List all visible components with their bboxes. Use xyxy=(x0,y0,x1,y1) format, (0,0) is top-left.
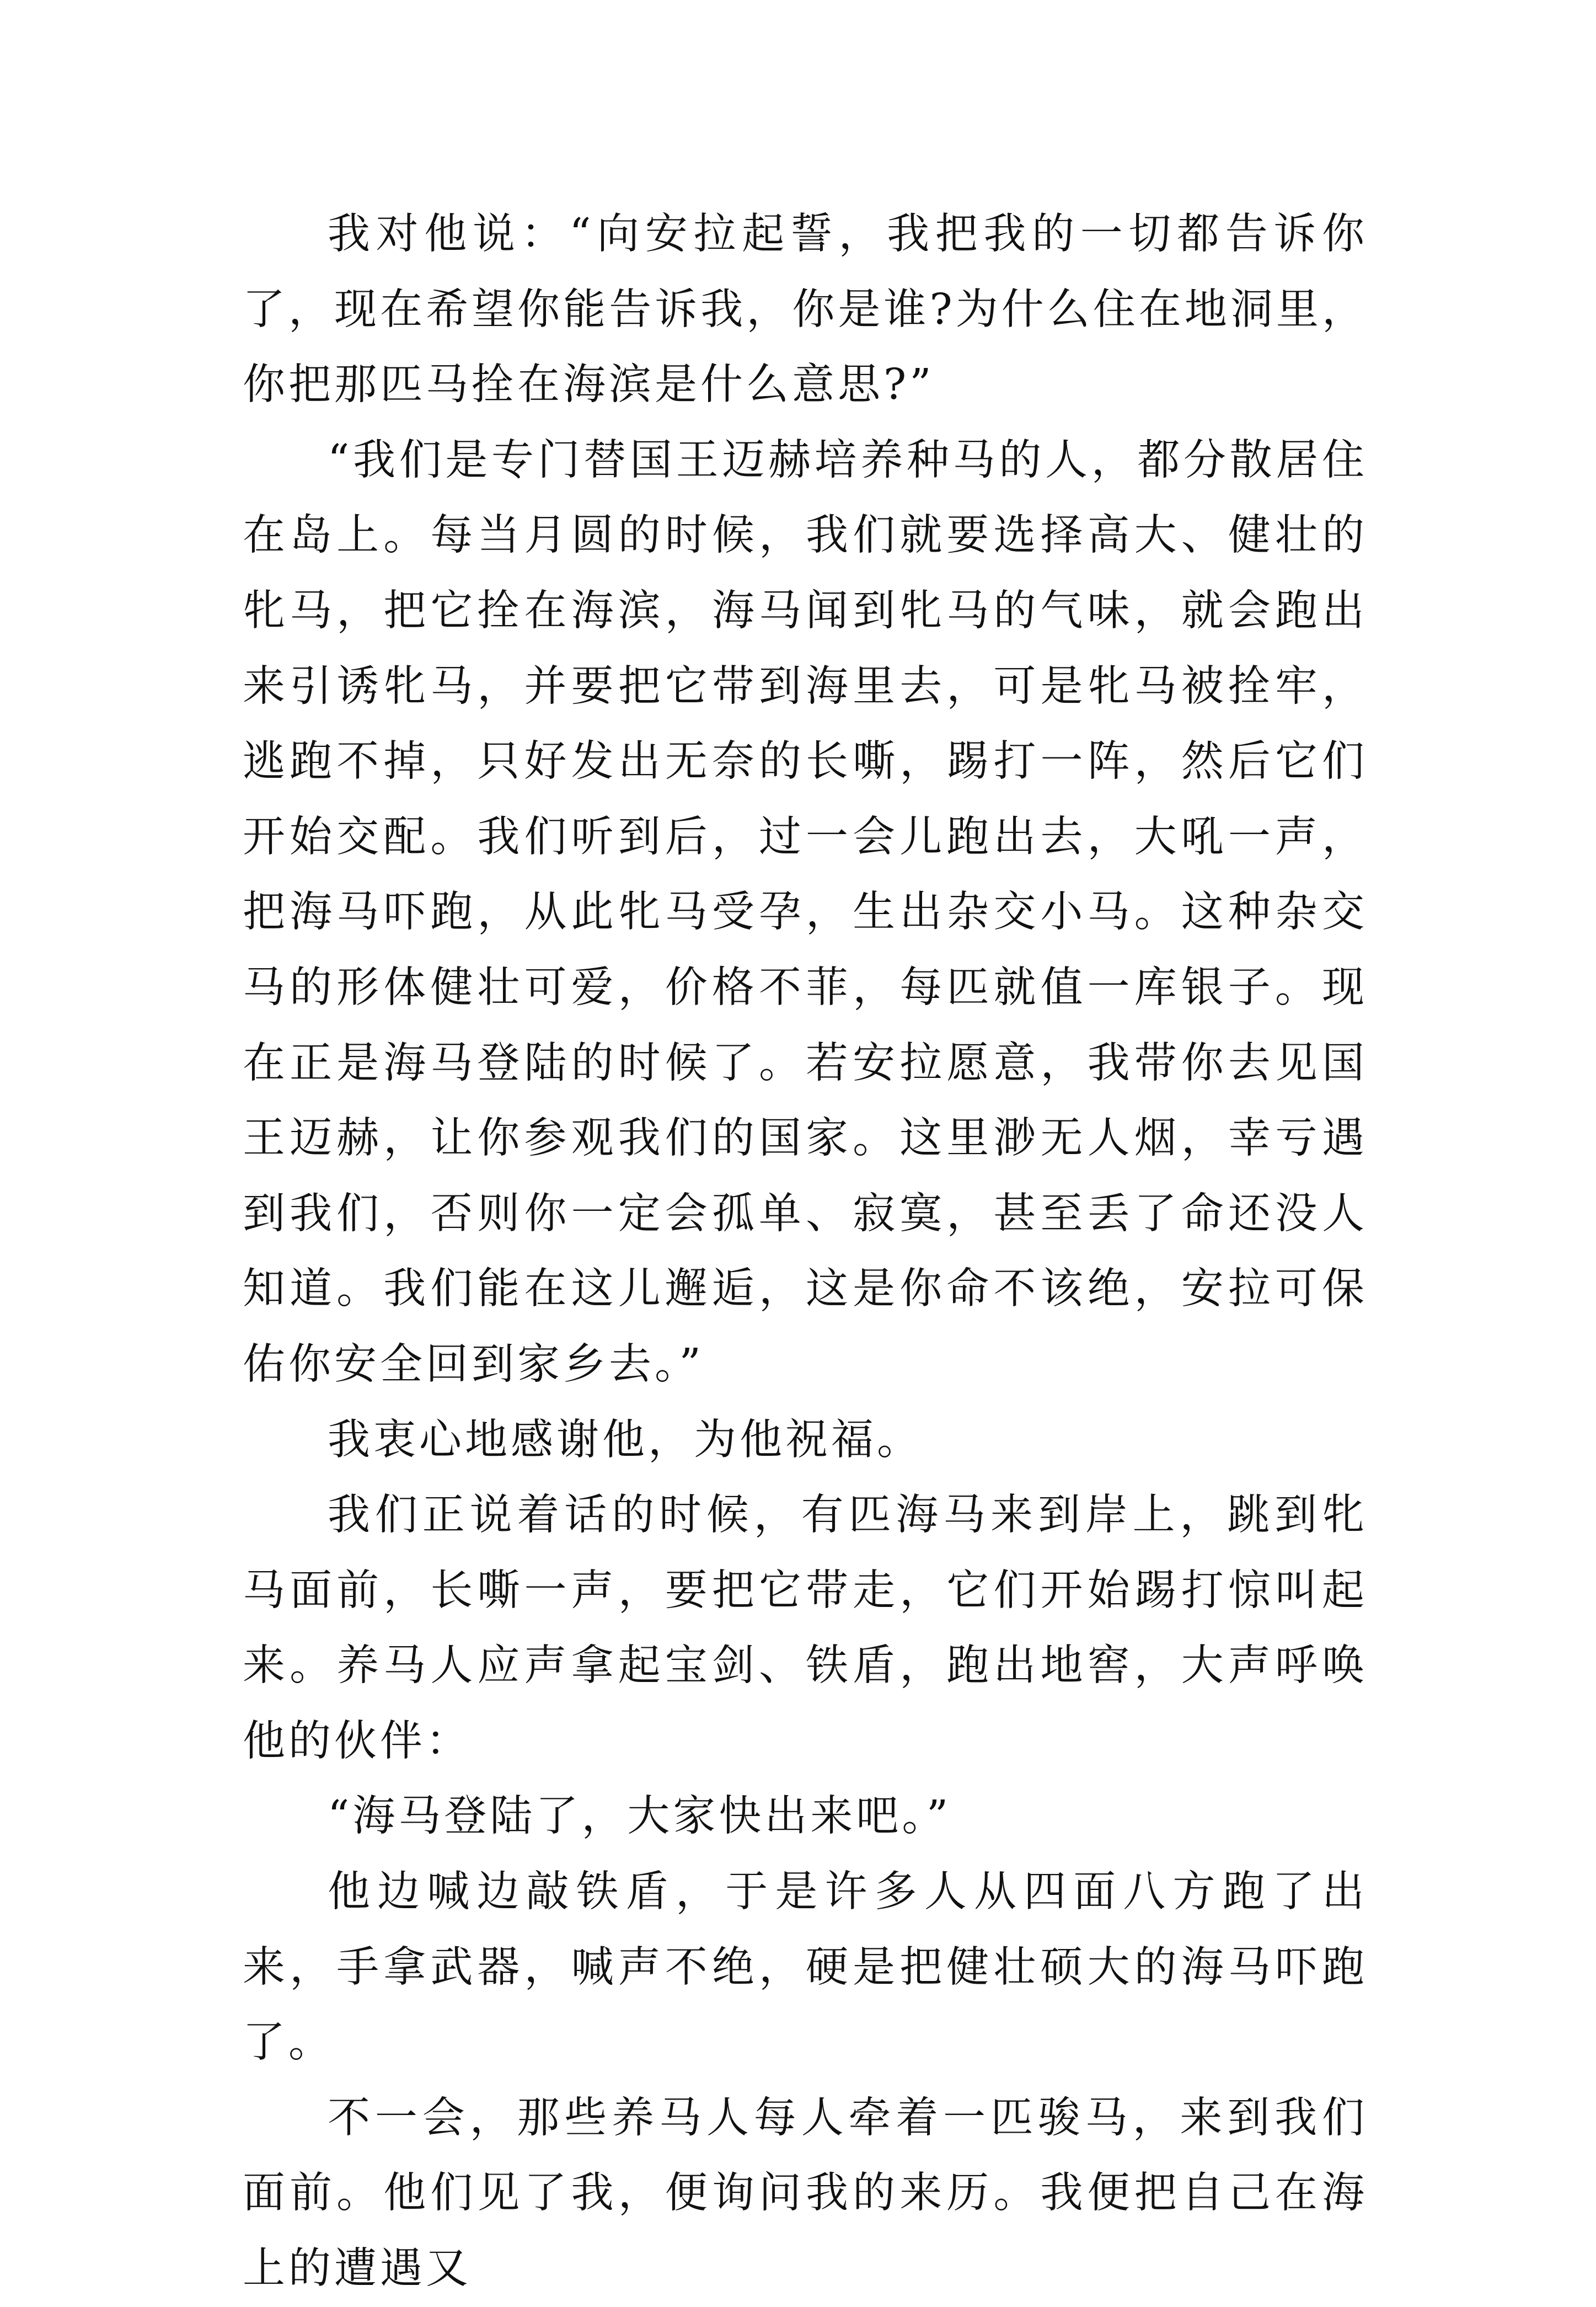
paragraph-3: 我衷心地感谢他，为他祝福。 xyxy=(328,1415,923,1465)
paragraph-2: “我们是专门替国王迈赫培养种马的人，都分散居住在岛上。每当月圆的时候，我们就要选择高大、健壮的牝马，把它拴在海滨，海马闻到牝马的气味，就会跑出来引诱牝马，并要把它带到海里去，可是牝马被拴牢，逃跑不掉，只好发出无奈的长嘶，踢打一阵，然后它们开始交配。我们听到后，过一会儿跑出去，大吼一声，把海马吓跑，从此牝马受孕，生出杂交小马。这种杂交马的形体健壮可爱，价格不菲，每匹就值一库银子。现在正是海马登陆的时候了。若安拉愿意，我带你去见国王迈赫，让你参观我们的国家。这里渺无人烟，幸亏遇到我们，否则你一定会孤单、寂寞，甚至丢了命还没人知道。我们能在这儿邂逅，这是你命不该绝，安拉可保佑你安全回到家乡去。” xyxy=(243,435,1368,1389)
body-text xyxy=(243,197,1368,2307)
paragraph-4: 我们正说着话的时候，有匹海马来到岸上，跳到牝马面前，长嘶一声，要把它带走，它们开始踢打惊叫起来。养马人应声拿起宝剑、铁盾，跑出地窖，大声呼唤他的伙伴： xyxy=(243,1491,1368,1766)
paragraph-7: 不一会，那些养马人每人牵着一匹骏马，来到我们面前。他们见了我，便询问我的来历。我便把自己在海上的遭遇又 xyxy=(243,2093,1368,2294)
paragraph-5: “海马登陆了，大家快出来吧。” xyxy=(328,1792,952,1841)
paragraph-1: 我对他说：“向安拉起誓，我把我的一切都告诉你了，现在希望你能告诉我，你是谁?为什么住在地洞里，你把那匹马拴在海滨是什么意思?” xyxy=(243,210,1368,410)
paragraph-6: 他边喊边敲铁盾，于是许多人从四面八方跑了出来，手拿武器，喊声不绝，硬是把健壮硕大的海马吓跑了。 xyxy=(243,1867,1368,2068)
